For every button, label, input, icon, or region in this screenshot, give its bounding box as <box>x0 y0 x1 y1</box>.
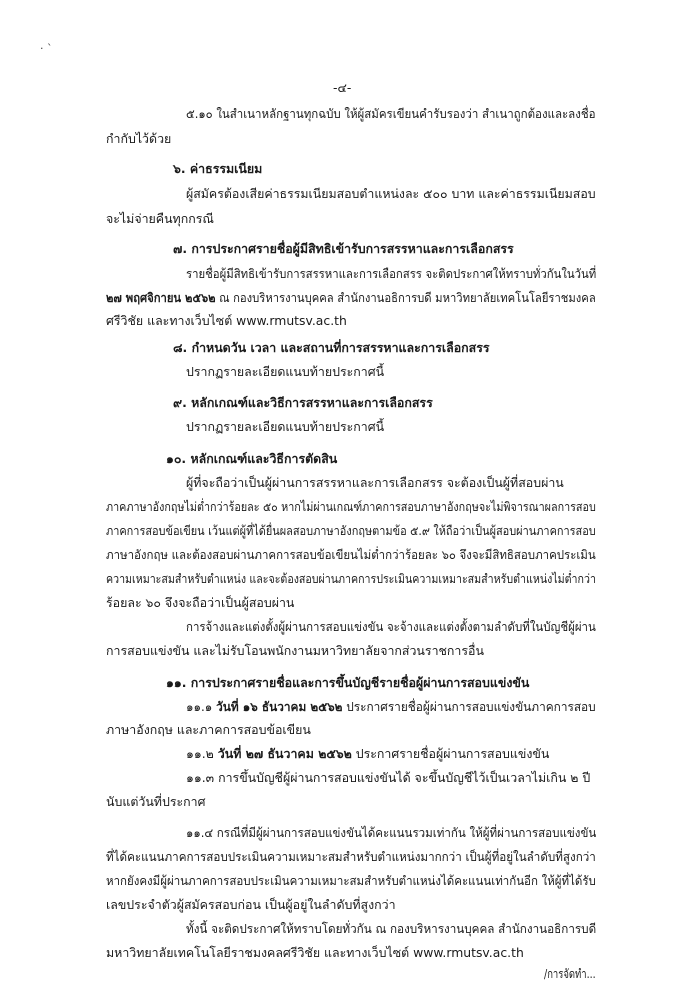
section-6-heading: ๖. ค่าธรรมเนียม <box>173 161 263 176</box>
section-8-heading: ๘. กำหนดวัน เวลา และสถานที่การสรรหาและการเลือกสรร <box>173 340 490 355</box>
section-7-line-3: ศรีวิชัย และทางเว็บไซต์ www.rmutsv.ac.th <box>106 313 347 328</box>
page-footer-continuation: /การจัดทำ... <box>544 966 596 981</box>
para-5-10-line-2: กำกับไว้ด้วย <box>106 131 172 146</box>
section-10-line-5: ความเหมาะสมสำหรับตำแหน่ง และจะต้องสอบผ่านภาคการประเมินความเหมาะสมสำหรับตำแหน่งไม่ต่ำกว่า <box>106 571 596 586</box>
item-11-4-line-4: เลขประจำตัวผู้สมัครสอบก่อน เป็นผู้อยู่ในลำดับที่สูงกว่า <box>106 897 396 912</box>
item-11-1-rest: ประกาศรายชื่อผู้ผ่านการสอบแข่งขันภาคการสอบ <box>342 699 596 714</box>
item-11-1-date: วันที่ ๑๖ ธันวาคม ๒๕๖๒ <box>216 699 343 714</box>
section-7-date: ๒๗ พฤศจิกายน ๒๕๖๒ <box>106 290 216 305</box>
section-8-line-1: ปรากฏรายละเอียดแนบท้ายประกาศนี้ <box>186 364 385 379</box>
section-10-line-2: ภาคภาษาอังกฤษไม่ต่ำกว่าร้อยละ ๕๐ หากไม่ผ่านเกณฑ์ภาคการสอบภาษาอังกฤษจะไม่พิจารณาผลการสอบ <box>106 499 596 514</box>
para-5-10-line-1: ๕.๑๐ ในสำเนาหลักฐานทุกฉบับ ให้ผู้สมัครเขียนคำรับรองว่า สำเนาถูกต้องและลงชื่อ <box>186 106 596 121</box>
section-10-line-7: การจ้างและแต่งตั้งผู้ผ่านการสอบแข่งขัน จะจ้างและแต่งตั้งตามลำดับที่ในบัญชีผู้ผ่าน <box>186 619 596 634</box>
item-11-3-line-2: นับแต่วันที่ประกาศ <box>106 794 206 809</box>
section-6-line-2: จะไม่จ่ายคืนทุกกรณี <box>106 211 214 226</box>
item-11-2-rest: ประกาศรายชื่อผู้ผ่านการสอบแข่งขัน <box>351 746 550 761</box>
section-7-line-1: รายชื่อผู้มีสิทธิเข้ารับการสรรหาและการเลือกสรร จะติดประกาศให้ทราบทั่วกันในวันที่ <box>186 266 597 281</box>
item-11-4-line-2: ที่ได้คะแนนภาคการสอบประเมินความเหมาะสมสำหรับตำแหน่งมากกว่า เป็นผู้ที่อยู่ในลำดับที่สูงกว่า <box>106 849 596 864</box>
section-10-line-6: ร้อยละ ๖๐ จึงจะถือว่าเป็นผู้สอบผ่าน <box>106 595 295 610</box>
scan-mark: · ˋ <box>40 42 53 55</box>
item-11-1-line-1 <box>186 699 596 715</box>
section-10-line-4: ภาษาอังกฤษ และต้องสอบผ่านภาคการสอบข้อเขียนไม่ต่ำกว่าร้อยละ ๖๐ จึงจะมีสิทธิสอบภาคประเมิน <box>106 547 596 562</box>
section-6-line-1: ผู้สมัครต้องเสียค่าธรรมเนียมสอบตำแหน่งละ ๕๐๐ บาท และค่าธรรมเนียมสอบ <box>186 186 596 201</box>
section-10-heading: ๑๐. หลักเกณฑ์และวิธีการตัดสิน <box>166 451 338 466</box>
item-11-4-line-6: มหาวิทยาลัยเทคโนโลยีราชมงคลศรีวิชัย และทางเว็บไซต์ www.rmutsv.ac.th <box>106 945 524 960</box>
item-11-2-date: วันที่ ๒๗ ธันวาคม ๒๕๖๒ <box>217 746 352 761</box>
item-11-4-line-3: หากยังคงมีผู้ผ่านภาคการสอบประเมินความเหมาะสมสำหรับตำแหน่งได้คะแนนเท่ากันอีก ให้ผู้ที่ได้รับ <box>106 873 596 888</box>
section-11-heading: ๑๑. การประกาศรายชื่อและการขึ้นบัญชีรายชื่อผู้ผ่านการสอบแข่งขัน <box>166 675 530 690</box>
section-9-line-1: ปรากฏรายละเอียดแนบท้ายประกาศนี้ <box>186 419 385 434</box>
item-11-4-line-5: ทั้งนี้ จะติดประกาศให้ทราบโดยทั่วกัน ณ กองบริหารงานบุคคล สำนักงานอธิการบดี <box>186 921 597 936</box>
section-10-line-3: ภาคการสอบข้อเขียน เว้นแต่ผู้ที่ได้ยื่นผลสอบภาษาอังกฤษตามข้อ ๕.๙ ให้ถือว่าเป็นผู้สอบผ่านภาคการสอบ <box>106 523 596 538</box>
section-7-line-2 <box>106 290 596 306</box>
item-11-1-line-2: ภาษาอังกฤษ และภาคการสอบข้อเขียน <box>106 722 311 737</box>
section-10-line-1: ผู้ที่จะถือว่าเป็นผู้ผ่านการสรรหาและการเลือกสรร จะต้องเป็นผู้ที่สอบผ่าน <box>186 475 564 490</box>
section-7-line-2-rest: ณ กองบริหารงานบุคคล สำนักงานอธิการบดี มหาวิทยาลัยเทคโนโลยีราชมงคล <box>215 290 596 305</box>
item-11-2-number: ๑๑.๒ <box>186 746 218 761</box>
section-10-line-8: การสอบแข่งขัน และไม่รับโอนพนักงานมหาวิทยาลัยจากส่วนราชการอื่น <box>106 643 484 658</box>
item-11-4-line-1: ๑๑.๔ กรณีที่มีผู้ผ่านการสอบแข่งขันได้คะแนนรวมเท่ากัน ให้ผู้ที่ผ่านการสอบแข่งขัน <box>186 825 597 840</box>
item-11-2-line-1 <box>186 746 549 762</box>
page-number: -๔- <box>333 80 352 95</box>
section-9-heading: ๙. หลักเกณฑ์และวิธีการสรรหาและการเลือกสรร <box>173 395 433 410</box>
section-7-heading: ๗. การประกาศรายชื่อผู้มีสิทธิเข้ารับการสรรหาและการเลือกสรร <box>173 241 514 256</box>
item-11-1-number: ๑๑.๑ <box>186 699 217 714</box>
item-11-3-line-1: ๑๑.๓ การขึ้นบัญชีผู้ผ่านการสอบแข่งขันได้ จะขึ้นบัญชีไว้เป็นเวลาไม่เกิน ๒ ปี <box>186 770 591 785</box>
